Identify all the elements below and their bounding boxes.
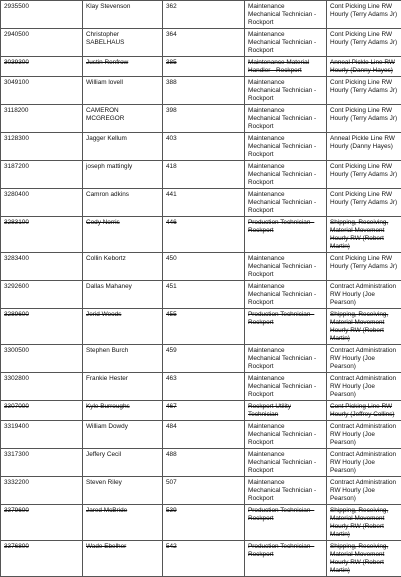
employee-name-cell [83,189,163,217]
employee-name: Kyle Burroughs [86,403,130,410]
table-row [1,309,401,345]
employee-name-cell [83,477,163,505]
department: Cont Picking Line RW Hourly (Terry Adams Jr) [330,31,397,46]
job-title: Maintenance Mechanical Technician - Rockport [248,191,316,214]
job-title-cell [245,373,327,401]
seniority-number: 418 [166,163,177,170]
job-title: Maintenance Mechanical Technician - Rockport [248,375,316,398]
job-title: Maintenance Material Handler - Rockport [248,59,309,74]
table-row [1,161,401,189]
employee-name-cell [83,541,163,577]
employee-name-cell [83,1,163,29]
table-row [1,133,401,161]
table-row [1,57,401,77]
seniority-number: 385 [166,59,177,66]
employee-name: Justin Renfrow [86,59,128,66]
job-title-cell [245,253,327,281]
seniority-number: 488 [166,451,177,458]
job-title: Maintenance Mechanical Technician - Rockport [248,283,316,306]
department-cell [327,449,401,477]
employee-name: Steven Riley [86,479,122,486]
employee-name-cell [83,309,163,345]
employee-name: Stephen Burch [86,347,128,354]
employee-id-cell [1,189,83,217]
seniority-number: 539 [166,507,177,514]
department-cell [327,77,401,105]
department: Shipping, Receiving, Material Movement Hourly RW (Robert Martin) [330,311,388,342]
employee-name: Klay Stevenson [86,3,130,10]
employee-name-cell [83,373,163,401]
employee-name: Frankie Hester [86,375,128,382]
job-title-cell [245,401,327,421]
seniority-number: 463 [166,375,177,382]
job-title: Maintenance Mechanical Technician - Rockport [248,451,316,474]
department: Shipping, Receiving, Material Movement Hourly RW (Robert Martin) [330,543,388,574]
department: Cont Picking Line RW Hourly (Terry Adams Jr) [330,191,397,206]
job-title: Maintenance Mechanical Technician - Rockport [248,135,316,158]
seniority-number: 441 [166,191,177,198]
table-row [1,217,401,253]
employee-id: 3332200 [4,479,29,486]
seniority-number-cell [163,189,245,217]
employee-name-cell [83,421,163,449]
employee-id-cell [1,373,83,401]
employee-id: 3307000 [4,403,29,410]
department-cell [327,133,401,161]
employee-id-cell [1,281,83,309]
seniority-number: 450 [166,255,177,262]
job-title: Maintenance Mechanical Technician - Rockport [248,255,316,278]
department: Cont Picking Line RW Hourly (Terry Adams Jr) [330,255,397,270]
job-title: Maintenance Mechanical Technician - Rockport [248,347,316,370]
seniority-number: 542 [166,543,177,550]
job-title-cell [245,217,327,253]
employee-id-cell [1,57,83,77]
job-title-cell [245,133,327,161]
employee-name-cell [83,281,163,309]
department-cell [327,541,401,577]
job-title: Maintenance Mechanical Technician - Rockport [248,3,316,26]
employee-name: joseph mattingly [86,163,132,170]
table-row [1,77,401,105]
table-row [1,1,401,29]
seniority-number: 362 [166,3,177,10]
seniority-number-cell [163,401,245,421]
employee-id-cell [1,217,83,253]
seniority-number: 455 [166,311,177,318]
department: Cont Picking Line RW Hourly (Terry Adams Jr) [330,107,397,122]
table-row [1,449,401,477]
job-title: Maintenance Mechanical Technician - Rockport [248,107,316,130]
employee-id-cell [1,253,83,281]
job-title: Production Technician - Rockport [248,507,314,522]
employee-name: Dallas Mahaney [86,283,132,290]
employee-id: 3280400 [4,191,29,198]
seniority-number-cell [163,77,245,105]
department: Contract Administration RW Hourly (Joe Pearson) [330,375,396,398]
seniority-number: 364 [166,31,177,38]
seniority-number-cell [163,105,245,133]
table-row [1,281,401,309]
table-row [1,477,401,505]
department-cell [327,57,401,77]
employee-name-cell [83,29,163,57]
employee-name: Jerid Woods [86,311,121,318]
seniority-number: 403 [166,135,177,142]
job-title-cell [245,309,327,345]
department: Anneal Pickle Line RW Hourly (Danny Hayes) [330,135,395,150]
seniority-number: 507 [166,479,177,486]
department: Cont Picking Line RW Hourly (Terry Adams Jr) [330,3,397,18]
department: Shipping, Receiving, Material Movement Hourly RW (Robert Martin) [330,219,388,250]
employee-name: Collin Kebortz [86,255,126,262]
department-cell [327,189,401,217]
employee-name: Cody Norris [86,219,120,226]
seniority-number-cell [163,309,245,345]
employee-name-cell [83,57,163,77]
employee-id: 3283400 [4,255,29,262]
employee-id: 3302800 [4,375,29,382]
employee-name-cell [83,105,163,133]
employee-name: Christopher SABELHAUS [86,31,124,46]
employee-name-cell [83,77,163,105]
job-title-cell [245,105,327,133]
employee-id: 3289600 [4,311,29,318]
employee-table-body [1,1,401,577]
seniority-number-cell [163,217,245,253]
employee-name-cell [83,505,163,541]
department: Cont Picking Line RW Hourly (Jeffrey Collins) [330,403,395,418]
department: Cont Picking Line RW Hourly (Terry Adams Jr) [330,79,397,94]
table-row [1,29,401,57]
employee-name: Camron adkins [86,191,129,198]
department: Anneal Pickle Line RW Hourly (Danny Hayes) [330,59,395,74]
employee-name-cell [83,133,163,161]
seniority-number: 451 [166,283,177,290]
department: Cont Picking Line RW Hourly (Terry Adams Jr) [330,163,397,178]
job-title-cell [245,161,327,189]
job-title-cell [245,29,327,57]
department: Contract Administration RW Hourly (Joe Pearson) [330,479,396,502]
department-cell [327,253,401,281]
employee-id: 3128300 [4,135,29,142]
employee-id-cell [1,105,83,133]
employee-id: 2940500 [4,31,29,38]
job-title-cell [245,345,327,373]
department-cell [327,309,401,345]
employee-name-cell [83,401,163,421]
job-title: Maintenance Mechanical Technician - Rockport [248,479,316,502]
employee-id: 3049100 [4,79,29,86]
employee-name: Wade Ebelher [86,543,126,550]
employee-id: 3317300 [4,451,29,458]
employee-name: William lovell [86,79,123,86]
job-title-cell [245,541,327,577]
department-cell [327,217,401,253]
department-cell [327,161,401,189]
table-row [1,253,401,281]
employee-name-cell [83,217,163,253]
employee-id: 3187200 [4,163,29,170]
employee-id: 3039300 [4,59,29,66]
seniority-number-cell [163,373,245,401]
seniority-number-cell [163,253,245,281]
table-row [1,105,401,133]
employee-id: 3292600 [4,283,29,290]
seniority-number-cell [163,133,245,161]
department-cell [327,373,401,401]
job-title: Maintenance Mechanical Technician - Rockport [248,423,316,446]
seniority-number-cell [163,161,245,189]
table-row [1,401,401,421]
employee-id-cell [1,421,83,449]
employee-id: 3300500 [4,347,29,354]
department-cell [327,401,401,421]
job-title: Maintenance Mechanical Technician - Rockport [248,163,316,186]
job-title: Production Technician - Rockport [248,219,314,234]
department-cell [327,1,401,29]
seniority-number-cell [163,345,245,373]
job-title: Production Technician - Rockport [248,311,314,326]
seniority-number-cell [163,1,245,29]
seniority-number-cell [163,29,245,57]
job-title: Production Technician - Rockport [248,543,314,558]
job-title-cell [245,77,327,105]
seniority-number-cell [163,477,245,505]
table-row [1,541,401,577]
job-title-cell [245,281,327,309]
employee-id: 3283100 [4,219,29,226]
employee-name-cell [83,345,163,373]
table-row [1,189,401,217]
department-cell [327,421,401,449]
employee-name-cell [83,161,163,189]
table-row [1,345,401,373]
employee-id-cell [1,401,83,421]
seniority-number-cell [163,421,245,449]
employee-name: Jared McBride [86,507,127,514]
employee-id-cell [1,161,83,189]
table-row [1,421,401,449]
department-cell [327,281,401,309]
job-title-cell [245,189,327,217]
employee-name: William Dowdy [86,423,128,430]
department-cell [327,29,401,57]
employee-id-cell [1,449,83,477]
employee-name: Jagger Kellum [86,135,127,142]
employee-name: Jeffery Cecil [86,451,121,458]
employee-id: 3379600 [4,507,29,514]
job-title-cell [245,421,327,449]
table-row [1,505,401,541]
employee-id-cell [1,345,83,373]
employee-id: 3118200 [4,107,28,114]
job-title: Maintenance Mechanical Technician - Rockport [248,79,316,102]
seniority-number: 398 [166,107,177,114]
employee-id-cell [1,505,83,541]
employee-id: 3319400 [4,423,29,430]
job-title-cell [245,477,327,505]
seniority-number-cell [163,505,245,541]
employee-id-cell [1,133,83,161]
employee-name: CAMERON MCGREGOR [86,107,124,122]
employee-id-cell [1,29,83,57]
seniority-number-cell [163,57,245,77]
department: Contract Administration RW Hourly (Joe Pearson) [330,283,396,306]
seniority-number-cell [163,541,245,577]
department: Contract Administration RW Hourly (Joe Pearson) [330,347,396,370]
employee-name-cell [83,253,163,281]
department-cell [327,345,401,373]
department: Contract Administration RW Hourly (Joe Pearson) [330,451,396,474]
department-cell [327,105,401,133]
seniority-number: 446 [166,219,177,226]
seniority-number: 467 [166,403,177,410]
employee-id-cell [1,1,83,29]
seniority-number: 459 [166,347,177,354]
seniority-number: 388 [166,79,177,86]
department: Contract Administration RW Hourly (Joe Pearson) [330,423,396,446]
employee-id-cell [1,309,83,345]
employee-id-cell [1,77,83,105]
employee-id-cell [1,541,83,577]
department-cell [327,477,401,505]
job-title-cell [245,449,327,477]
job-title-cell [245,57,327,77]
job-title-cell [245,1,327,29]
employee-id: 3376800 [4,543,29,550]
seniority-number-cell [163,281,245,309]
seniority-number: 484 [166,423,177,430]
employee-id: 2935500 [4,3,29,10]
table-row [1,373,401,401]
job-title: Rockport Utility Technician [248,403,291,418]
department-cell [327,505,401,541]
department: Shipping, Receiving, Material Movement Hourly RW (Robert Martin) [330,507,388,538]
seniority-number-cell [163,449,245,477]
employee-id-cell [1,477,83,505]
job-title-cell [245,505,327,541]
job-title: Maintenance Mechanical Technician - Rockport [248,31,316,54]
employee-name-cell [83,449,163,477]
